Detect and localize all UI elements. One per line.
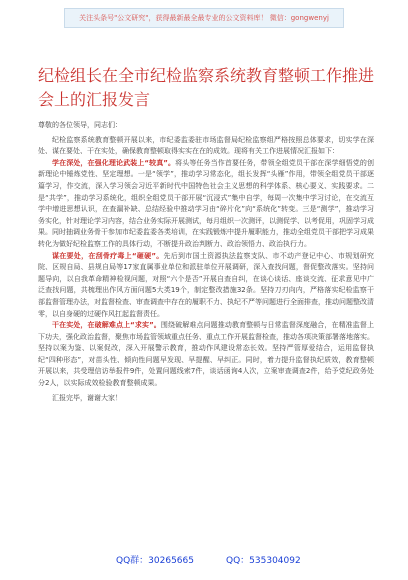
paragraph-body: 纪检监察系统教育整顿开展以来，市纪委监委驻市场监督局纪检监察组严格按照总体要求，切实学在深处、谋在要处、干在实处，确保教育整顿取得实实在在的成效。现将有关工作进展情况汇报如下： — [38, 135, 374, 156]
paragraph — [38, 320, 374, 390]
qq-number-text: QQ：535304092 — [226, 556, 301, 566]
document-body — [38, 120, 374, 404]
paragraph — [38, 135, 374, 158]
page-title: 纪检组长在全市纪检监察系统教育整顿工作推进会上的汇报发言 — [38, 66, 375, 109]
banner-text: 关注头条号"公文研究"，获得最新最全最专业的公文资料库！ 微信：gongwenyj — [79, 14, 329, 22]
qq-group-text: QQ群：30265665 — [116, 556, 194, 566]
salutation: 尊敬的各位领导，同志们： — [38, 121, 122, 129]
paragraph-lead: 谋在要处，在刮骨疗毒上“砸硬”。 — [52, 251, 164, 260]
paragraph-body: 围绕破解难点问题推动教育整顿与日常监督深度融合，在精准监督上下功夫，强化政治监督，聚焦市场监管领域重点任务、重点工作开展监督检查，推动各项决策部署落地落实。坚持以案为鉴、以案促改，深入开展警示教育，推动作风建设常态长效。坚持严管厚爱结合，运用监督执纪“四种形态”，对苗头性、倾向性问题早发现、早提醒、早纠正。同时，着力提升监督执纪质效，教育整顿开展以来，共受理信访举报件9件，处置问题线索7件，谈话函询4人次，立案审查调查2件，给予党纪政务处分2人，以实际成效检验教育整顿成果。 — [38, 321, 374, 388]
paragraph-lead: 学在深处，在强化理论武装上“较真”。 — [52, 158, 176, 167]
paragraph-body: 先后到市国土资源执法监察支队、市不动产登记中心、市规划研究院、区规自局、县规自局等17家直属事业单位和派驻单位开展调研，深入查找问题，督促整改落实。坚持问题导向，以自我革命精神检视问题，对照“六个是否”开展自查自纠，在谈心谈话、座谈交流、征求意见中广泛查找问题，共梳理出作风方面问题5大类19个，制定整改措施32条。坚持刀刃向内，严格落实纪检监察干部监督管理办法，对监督检查、审查调查中存在的履职不力、执纪不严等问题进行全面排查，推动问题整改清零，以自身硬的过硬作风扛起监督责任。 — [38, 251, 375, 318]
paragraph — [38, 158, 374, 251]
footer — [0, 554, 408, 568]
paragraph-lead: 干在实处，在破解难点上“求实”。 — [52, 321, 161, 330]
paragraph — [38, 251, 374, 321]
top-banner — [64, 8, 344, 28]
paragraph-body: 将头等任务当作首要任务，带领全组党员干部在深学细悟党的创新理论中锤炼党性、坚定理想。一是“领学”，推动学习常态化，组长发挥“头雁”作用，带领全组党员干部逐篇学习，作交流，深入学习领会习近平新时代中国特色社会主义思想的科学体系、核心要义、实践要求。二是“共学”，推动学习系统化，组织全组党员干部开展“沉浸式”集中自学，每周一次集中学习讨论，在交流互学中增进思想认识，在查漏补缺、总结经验中推动学习由“碎片化”向“系统化”转变。三是“测学”，推动学习务实化，针对理论学习内容，结合业务实际开展测试，每月组织一次测评，以测促学、以考促用，巩固学习成果。同时抽调业务骨干参加市纪委监委各类培训，在实践锻炼中提升履职能力，推动全组党员干部把学习成果转化为做好纪检监察工作的具体行动，不断提升政治判断力、政治领悟力、政治执行力。 — [38, 158, 375, 248]
closing-line: 汇报完毕，谢谢大家！ — [52, 393, 122, 402]
